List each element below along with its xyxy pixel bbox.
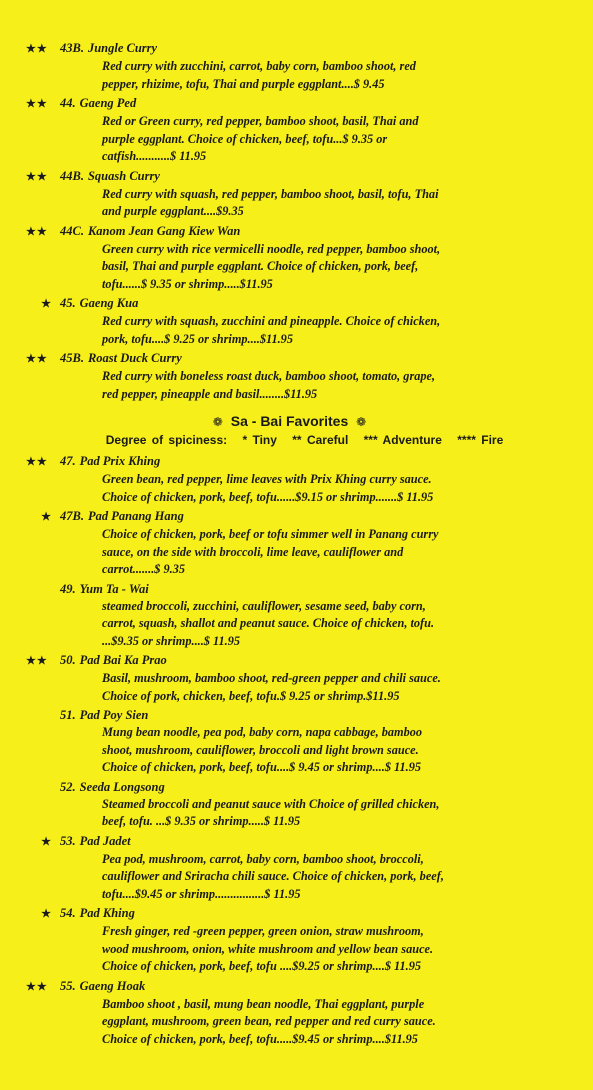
menu-item — [26, 350, 553, 403]
menu-item-header — [26, 652, 553, 670]
menu-item-number: 45. — [60, 296, 76, 310]
menu-item-description: pepper, rhizime, tofu, Thai and purple eggplant....$ 9.45 — [102, 76, 385, 91]
menu-item — [26, 978, 553, 1049]
menu-item-description: Fresh ginger, red -green pepper, green onion, straw mushroom, — [102, 924, 424, 938]
menu-item-name: Gaeng Ped — [79, 96, 137, 110]
menu-item-description: tofu....$9.45 or shrimp................$ 11.95 — [102, 886, 301, 901]
menu-item-header — [26, 168, 553, 186]
menu-item-description: tofu......$ 9.35 or shrimp.....$11.95 — [102, 276, 273, 291]
spice-stars-icon: ★★ — [26, 980, 48, 993]
menu-item — [26, 905, 553, 976]
menu-item-description: steamed broccoli, zucchini, cauliflower, sesame seed, baby corn, — [102, 598, 426, 613]
menu-item-description: ...$9.35 or shrimp....$ 11.95 — [102, 633, 241, 648]
menu-item-description: Red curry with squash, red pepper, bamboo shoot, basil, tofu, Thai — [102, 186, 439, 201]
menu-item-number: 54. — [60, 906, 76, 920]
menu-item-description: red pepper, pineapple and basil........$11.95 — [102, 386, 318, 401]
section-title: Sa - Bai Favorites — [230, 413, 349, 429]
menu-item-description: Choice of pork, chicken, beef, tofu.$ 9.25 or shrimp.$11.95 — [102, 688, 400, 703]
menu-item-description: and purple eggplant....$9.35 — [102, 204, 244, 218]
menu-item-number: 50. — [60, 653, 76, 667]
spice-stars-icon: ★★ — [26, 456, 48, 468]
spice-level-careful: ** Careful — [292, 433, 349, 447]
menu-item-number: 55. — [60, 978, 76, 993]
spice-label: Degree of spiciness: — [105, 433, 228, 447]
spice-stars-icon: ★★ — [26, 98, 48, 110]
menu-item-name: Pad Poy Sien — [79, 708, 149, 722]
menu-item — [26, 707, 553, 777]
menu-item-description: Red or Green curry, red pepper, bamboo shoot, basil, Thai and — [102, 114, 419, 128]
menu-item-description: Green curry with rice vermicelli noodle, red pepper, bamboo shoot, — [102, 241, 441, 256]
menu-item-name: Pad Bai Ka Prao — [79, 653, 167, 667]
menu-item-description: carrot.......$ 9.35 — [102, 562, 186, 576]
menu-item-header — [26, 350, 553, 368]
menu-item-name: Kanom Jean Gang Kiew Wan — [87, 223, 241, 238]
menu-item-description: pork, tofu....$ 9.25 or shrimp....$11.95 — [102, 331, 293, 346]
menu-item — [26, 168, 553, 221]
menu-item-name: Roast Duck Curry — [87, 351, 182, 365]
menu-item — [26, 652, 553, 705]
menu-item-description: carrot, squash, shallot and peanut sauce. Choice of chicken, tofu. — [102, 616, 435, 630]
menu-item-description: sauce, on the side with broccoli, lime leave, cauliflower and — [102, 544, 404, 559]
spice-stars-icon: ★★ — [26, 170, 48, 183]
menu-item-number: 44C. — [60, 223, 84, 238]
spice-stars-icon: ★★ — [26, 353, 48, 365]
menu-item-header — [26, 95, 553, 113]
menu-item-name: Gaeng Kua — [79, 296, 139, 310]
menu-item-description: Choice of chicken, pork, beef, tofu ....$9.25 or shrimp....$ 11.95 — [102, 959, 422, 973]
menu-item-header — [26, 779, 553, 796]
menu-item-header — [26, 508, 553, 526]
menu-item-description: basil, Thai and purple eggplant. Choice of chicken, pork, beef, — [102, 259, 419, 273]
menu-item-header — [26, 833, 553, 851]
menu-item-number: 47. — [60, 454, 76, 468]
menu-item — [26, 779, 553, 831]
menu-item-name: Pad Khing — [79, 906, 135, 920]
menu-item-description: eggplant, mushroom, green bean, red pepper and red curry sauce. — [102, 1014, 436, 1028]
menu-item-number: 47B. — [60, 509, 84, 523]
menu-item-number: 51. — [60, 708, 76, 722]
menu-item-name: Jungle Curry — [87, 41, 158, 55]
menu-item-header — [26, 707, 553, 724]
section-header — [26, 413, 553, 429]
menu-item-number: 44B. — [60, 168, 84, 183]
spice-stars-icon: ★★ — [26, 43, 48, 55]
menu-item-description: catfish...........$ 11.95 — [102, 149, 207, 163]
menu-item-number: 43B. — [60, 41, 84, 55]
menu-item — [26, 453, 553, 506]
menu-item-description: Mung bean noodle, pea pod, baby corn, napa cabbage, bamboo — [102, 725, 423, 739]
favorites-list — [26, 453, 553, 1048]
menu-item-name: Yum Ta - Wai — [79, 581, 149, 596]
menu-item-description: Red curry with boneless roast duck, bamboo shoot, tomato, grape, — [102, 369, 436, 383]
spice-stars-icon: ★ — [41, 511, 52, 523]
menu-item-number: 44. — [60, 96, 76, 110]
menu-item-description: Steamed broccoli and peanut sauce with Choice of grilled chicken, — [102, 796, 440, 811]
spice-level-tiny: * Tiny — [242, 433, 277, 447]
menu-item-description: Choice of chicken, pork, beef, tofu.....$9.45 or shrimp....$11.95 — [102, 1031, 418, 1046]
menu-item-description: Basil, mushroom, bamboo shoot, red-green pepper and chili sauce. — [102, 671, 441, 685]
menu-item-description: Choice of chicken, pork, beef, tofu......$9.15 or shrimp.......$ 11.95 — [102, 489, 434, 504]
curry-list — [26, 40, 553, 403]
menu-item-description: wood mushroom, onion, white mushroom and yellow bean sauce. — [102, 941, 434, 956]
menu-item-description: shoot, mushroom, cauliflower, broccoli and light brown sauce. — [102, 742, 419, 757]
spice-legend — [66, 433, 553, 447]
menu-item-description: Choice of chicken, pork, beef, tofu....$ 9.45 or shrimp....$ 11.95 — [102, 760, 422, 774]
ornament-right-icon: ❁ — [356, 415, 367, 429]
spice-stars-icon: ★ — [41, 835, 52, 848]
menu-item — [26, 581, 553, 651]
spice-level-adventure: *** Adventure — [363, 433, 442, 447]
menu-item-description: Green bean, red pepper, lime leaves with Prix Khing curry sauce. — [102, 472, 432, 486]
menu-item-name: Seeda Longsong — [79, 779, 165, 794]
menu-item-description: Pea pod, mushroom, carrot, baby corn, bamboo shoot, broccoli, — [102, 851, 424, 866]
menu-item-name: Squash Curry — [87, 168, 160, 183]
menu-item — [26, 508, 553, 579]
menu-item — [26, 833, 553, 904]
spice-stars-icon: ★ — [41, 298, 52, 310]
menu-item-number: 45B. — [60, 351, 84, 365]
menu-item — [26, 95, 553, 166]
menu-item-number: 53. — [60, 833, 76, 848]
menu-item-number: 52. — [60, 779, 76, 794]
menu-item-description: Red curry with squash, zucchini and pineapple. Choice of chicken, — [102, 314, 441, 328]
menu-item-description: Choice of chicken, pork, beef or tofu simmer well in Panang curry — [102, 527, 439, 541]
spice-stars-icon: ★ — [41, 908, 52, 920]
menu-item-description: Bamboo shoot , basil, mung bean noodle, Thai eggplant, purple — [102, 996, 425, 1011]
spice-stars-icon: ★★ — [26, 655, 48, 667]
spice-level-fire: **** Fire — [457, 433, 504, 447]
menu-item-description: cauliflower and Sriracha chili sauce. Choice of chicken, pork, beef, — [102, 869, 444, 883]
spice-stars-icon: ★★ — [26, 225, 48, 238]
menu-item-description: beef, tofu. ...$ 9.35 or shrimp.....$ 11.95 — [102, 814, 301, 828]
menu-item — [26, 223, 553, 294]
menu-item — [26, 40, 553, 93]
menu-item-header — [26, 295, 553, 313]
menu-item-number: 49. — [60, 581, 76, 596]
menu-item-header — [26, 978, 553, 996]
menu-item-name: Gaeng Hoak — [79, 978, 146, 993]
menu-item-header — [26, 581, 553, 598]
menu-item-header — [26, 223, 553, 241]
menu-item-header — [26, 453, 553, 471]
menu-item-name: Pad Panang Hang — [87, 509, 184, 523]
menu-item-description: Red curry with zucchini, carrot, baby corn, bamboo shoot, red — [102, 59, 416, 73]
menu-item-description: purple eggplant. Choice of chicken, beef, tofu...$ 9.35 or — [102, 131, 388, 146]
ornament-left-icon: ❁ — [212, 415, 223, 429]
menu-item-header — [26, 905, 553, 923]
menu-item-name: Pad Prix Khing — [79, 454, 161, 468]
menu-item — [26, 295, 553, 348]
menu-item-name: Pad Jadet — [79, 833, 131, 848]
menu-item-header — [26, 40, 553, 58]
